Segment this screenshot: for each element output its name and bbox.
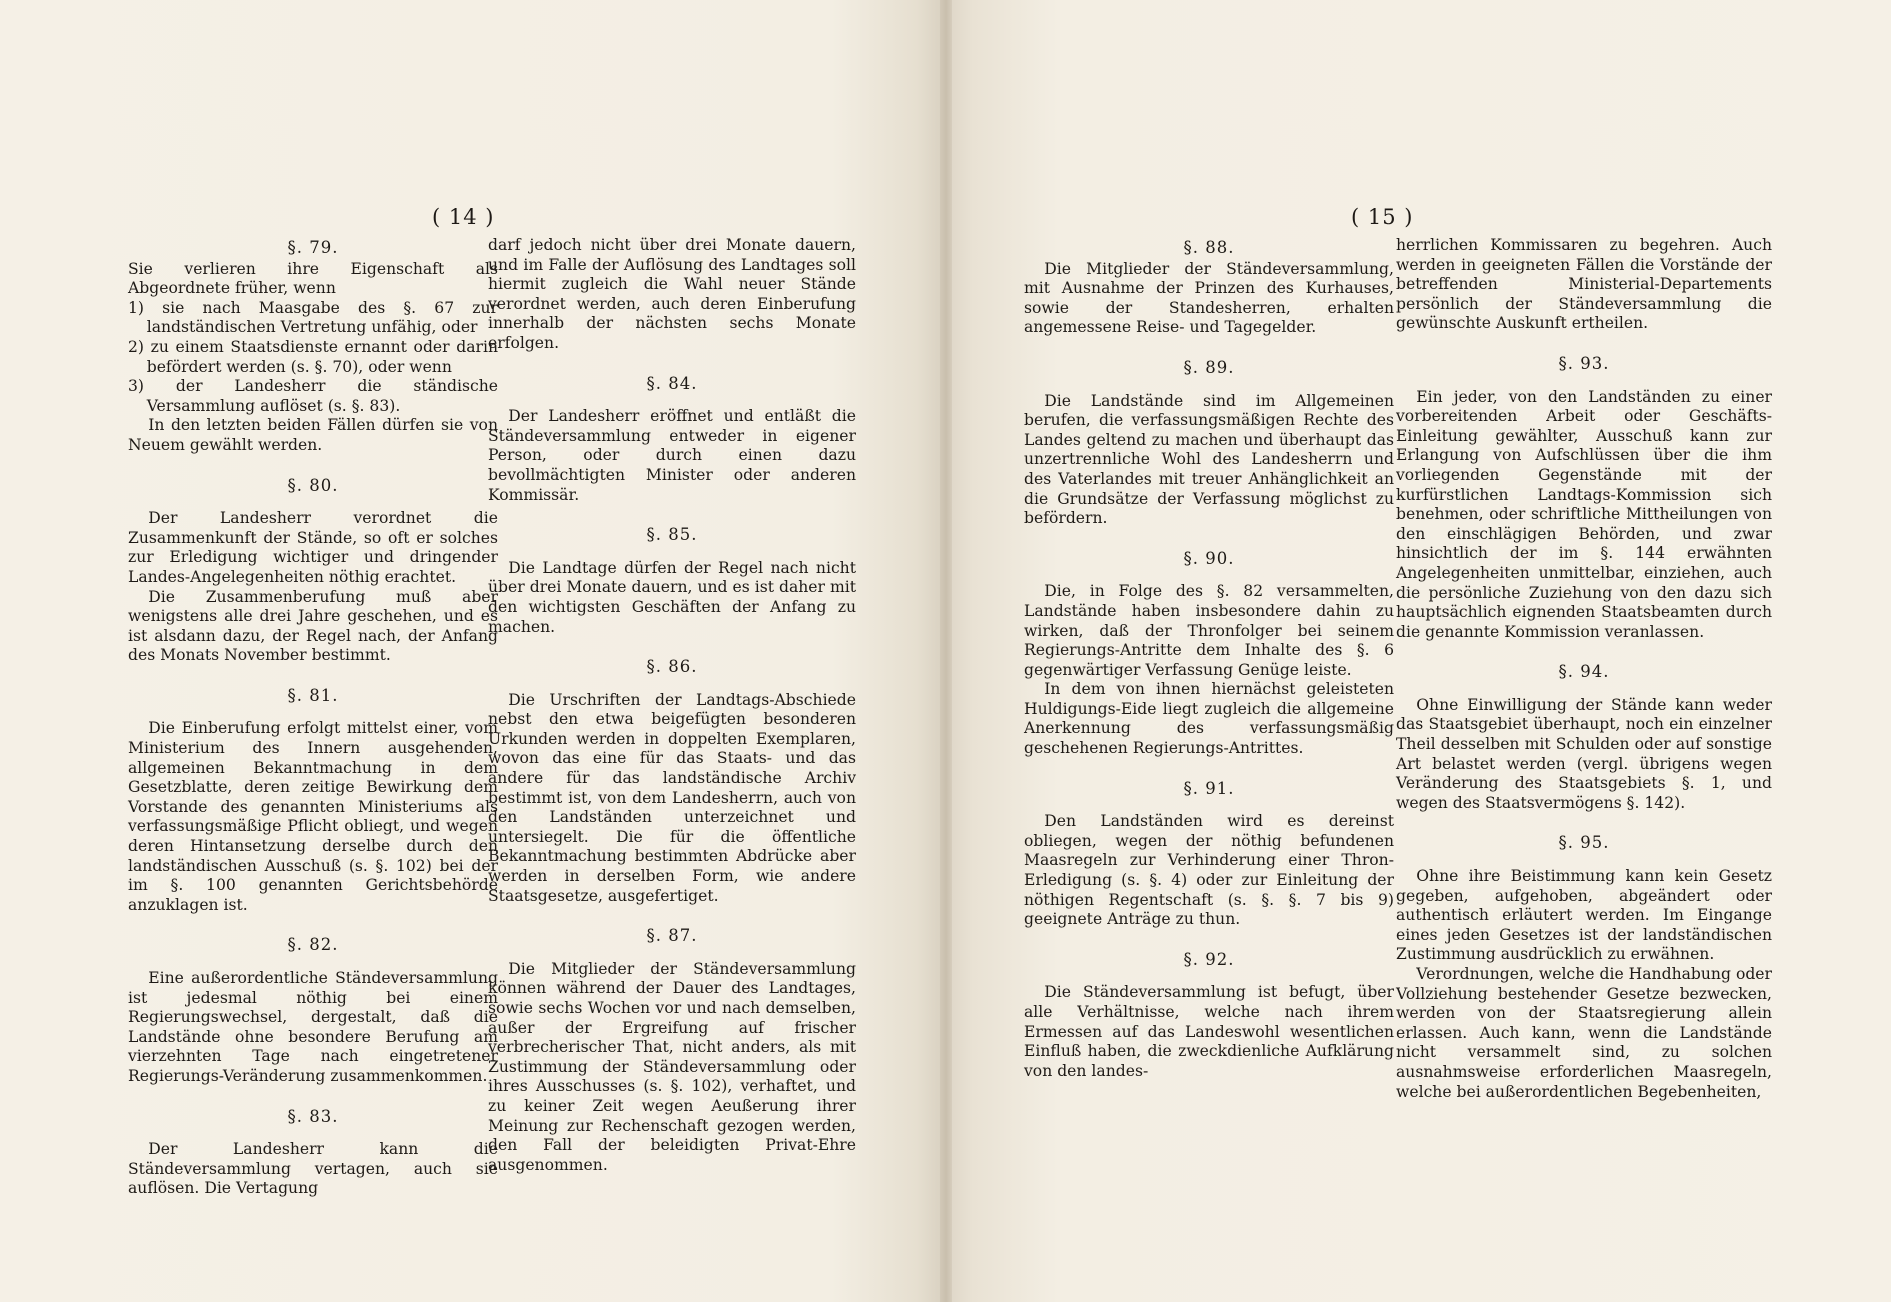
paragraph: Die Zusammenberufung muß aber wenigstens alle drei Jahre geschehen, und es ist alsdann dazu, der Regel nach, der Anfang des Monats November bestimmt. <box>128 587 498 665</box>
paragraph: Den Landständen wird es dereinst obliegen, wegen der nöthig befundenen Maasregeln zur Verhinderung einer Thron-Erledigung (s. §. 4) oder zur Einleitung der nöthigen Regentschaft (s. §. §. 7 bis 9) geeignete Anträge zu thun. <box>1024 812 1394 929</box>
list-item: 3) der Landesherr die ständische Versammlung auflöset (s. §. 83). <box>128 377 498 415</box>
page-number: ( 14 ) <box>432 205 495 229</box>
section-heading: §. 84. <box>646 373 698 393</box>
paragraph: Die Mitglieder der Ständeversammlung, mit Ausnahme der Prinzen des Kurhauses, sowie der Standesherren, erhalten angemessene Reise- und Tagegelder. <box>1024 259 1394 337</box>
list-item: 1) sie nach Maasgabe des §. 67 zur landständischen Vertretung unfähig, oder <box>128 298 498 337</box>
paragraph: Die Mitglieder der Ständeversammlung können während der Dauer des Landtages, sowie sechs Wochen vor und nach demselben, außer der Ergreifung auf frischer verbrecherischer That, nicht anders, als mit Zustimmung der Ständeversammlung oder ihres Ausschusses (s. §. 102), verhaftet, und zu keiner Zeit wegen Aeußerung ihrer Meinung zur Rechenschaft gezogen werden, den Fall der beleidigten Privat-Ehre ausgenommen. <box>488 959 856 1174</box>
section-heading: §. 91. <box>1183 778 1235 798</box>
paragraph: Die, in Folge des §. 82 versammelten, Landstände haben insbesondere dahin zu wirken, daß der Thronfolger bei seinem Regierungs-Antritte dem Inhalte des §. 6 gegenwärtiger Verfassung Genüge leiste. <box>1024 582 1394 679</box>
paragraph: Ein jeder, von den Landständen zu einer vorbereitenden Arbeit oder Geschäfts-Einleitung gewählter, Ausschuß kann zur Erlangung von Aufschlüssen über die ihm vorliegenden Gegenstände mit der kurfürstlichen Landtags-Kommission sich benehmen, oder schriftliche Mittheilungen von den einschlägigen Behörden, und zwar hinsichtlich der im §. 144 erwähnten Angelegenheiten unmittelbar, einziehen, auch die persönliche Zuziehung von den dazu sich hauptsächlich eignenden Staatsbeamten durch die genannte Kommission veranlassen. <box>1396 387 1772 641</box>
paragraph: herrlichen Kommissaren zu begehren. Auch werden in geeigneten Fällen die Vorstände der betreffenden Ministerial-Departements persönlich der Ständeversammlung die gewünschte Auskunft ertheilen. <box>1396 236 1772 333</box>
section-heading: §. 88. <box>1183 238 1235 257</box>
paragraph: Eine außerordentliche Ständeversammlung ist jedesmal nöthig bei einem Regierungswechsel, dergestalt, daß die Landstände ohne besondere Berufung am vierzehnten Tage nach eingetretener Regierungs-Veränderung zusammenkommen. <box>128 969 498 1085</box>
text-column <box>1024 238 1394 1081</box>
paragraph: Ohne ihre Beistimmung kann kein Gesetz gegeben, aufgehoben, abgeändert oder authentisch erläutert werden. Im Eingange eines jeden Gesetzes ist der landständischen Zustimmung ausdrücklich zu erwähnen. <box>1396 867 1772 964</box>
paragraph: Die Urschriften der Landtags-Abschiede nebst den etwa beigefügten besonderen Urkunden werden in doppelten Exemplaren, wovon das eine für das Staats- und das andere für das landständische Archiv bestimmt ist, von dem Landesherrn, auch von den Landständen unterzeichnet und untersiegelt. Die für die öffentliche Bekanntmachung bestimmten Abdrücke aber werden in derselben Form, wie andere Staatsgesetze, ausgefertiget. <box>488 690 856 905</box>
paragraph: Die Ständeversammlung ist befugt, über alle Verhältnisse, welche nach ihrem Ermessen auf das Landeswohl wesentlichen Einfluß haben, die zweckdienliche Aufklärung von den landes- <box>1024 983 1394 1080</box>
paragraph: Der Landesherr eröffnet und entläßt die Ständeversammlung entweder in eigener Person, oder durch einen dazu bevollmächtigten Minister oder anderen Kommissär. <box>488 407 856 504</box>
paragraph: In dem von ihnen hiernächst geleisteten Huldigungs-Eide liegt zugleich die allgemeine Anerkennung des verfassungsmäßig geschehenen Regierungs-Antrittes. <box>1024 680 1394 758</box>
text-column <box>128 238 498 1199</box>
left-page <box>0 0 945 1302</box>
page-number: ( 15 ) <box>1351 205 1414 229</box>
paragraph: Die Landstände sind im Allgemeinen berufen, die verfassungsmäßigen Rechte des Landes geltend zu machen und überhaupt das unzertrennliche Wohl des Landesherrn und des Vaterlandes mit treuer Anhänglichkeit an die Grundsätze der Verfassung möglichst zu befördern. <box>1024 391 1394 528</box>
section-heading: §. 82. <box>287 935 339 955</box>
text-column <box>1396 236 1772 1102</box>
paragraph: Die Einberufung erfolgt mittelst einer, vom Ministerium des Innern ausgehenden, allgemeinen Bekanntmachung in dem Gesetzblatte, deren zeitige Bewirkung dem Vorstande des genannten Ministeriums als verfassungsmäßige Pflicht obliegt, und wegen deren Hintansetzung derselbe durch den landständischen Ausschuß (s. §. 102) bei der im §. 100 genannten Gerichtsbehörde anzuklagen ist. <box>128 719 498 914</box>
section-heading: §. 86. <box>646 657 698 677</box>
section-heading: §. 94. <box>1558 662 1610 682</box>
right-page <box>945 0 1891 1302</box>
section-heading: §. 83. <box>287 1106 339 1126</box>
paragraph: Der Landesherr kann die Ständeversammlung vertagen, auch sie auflösen. Die Vertagung <box>128 1140 498 1198</box>
section-heading: §. 81. <box>287 685 339 705</box>
section-heading: §. 79. <box>287 238 339 257</box>
paragraph: Der Landesherr verordnet die Zusammenkunft der Stände, so oft er solches zur Erledigung wichtiger und dringender Landes-Angelegenheiten nöthig erachtet. <box>128 509 498 586</box>
paragraph: Sie verlieren ihre Eigenschaft als Abgeordnete früher, wenn <box>128 259 498 298</box>
paragraph: Verordnungen, welche die Handhabung oder Vollziehung bestehender Gesetze bezwecken, werden von der Staatsregierung allein erlassen. Auch kann, wenn die Landstände nicht versammelt sind, zu solchen ausnahmsweise erforderlichen Maasregeln, welche bei außerordentlichen Begebenheiten, <box>1396 965 1772 1101</box>
section-heading: §. 90. <box>1183 548 1235 568</box>
paragraph: In den letzten beiden Fällen dürfen sie von Neuem gewählt werden. <box>128 416 498 454</box>
paragraph: Ohne Einwilligung der Stände kann weder das Staatsgebiet überhaupt, noch ein einzelner Theil desselben mit Schulden oder auf sonstige Art belastet werden (vergl. übrigens wegen Veränderung des Staatsgebiets §. 1, und wegen des Staatsvermögens §. 142). <box>1396 695 1772 812</box>
section-heading: §. 85. <box>646 525 698 545</box>
section-heading: §. 93. <box>1558 353 1610 373</box>
section-heading: §. 87. <box>646 926 698 946</box>
text-column <box>488 236 856 1175</box>
book-gutter <box>940 0 952 1302</box>
section-heading: §. 89. <box>1183 357 1235 377</box>
section-heading: §. 95. <box>1558 833 1610 853</box>
section-heading: §. 80. <box>287 475 339 495</box>
list-item: 2) zu einem Staatsdienste ernannt oder darin befördert werden (s. §. 70), oder wenn <box>128 337 498 376</box>
paragraph: darf jedoch nicht über drei Monate dauern, und im Falle der Auflösung des Landtages soll hiermit zugleich die Wahl neuer Stände verordnet werden, auch deren Einberufung innerhalb der nächsten sechs Monate erfolgen. <box>488 236 856 352</box>
section-heading: §. 92. <box>1183 949 1235 969</box>
paragraph: Die Landtage dürfen der Regel nach nicht über drei Monate dauern, und es ist daher mit den wichtigsten Geschäften der Anfang zu machen. <box>488 558 856 636</box>
